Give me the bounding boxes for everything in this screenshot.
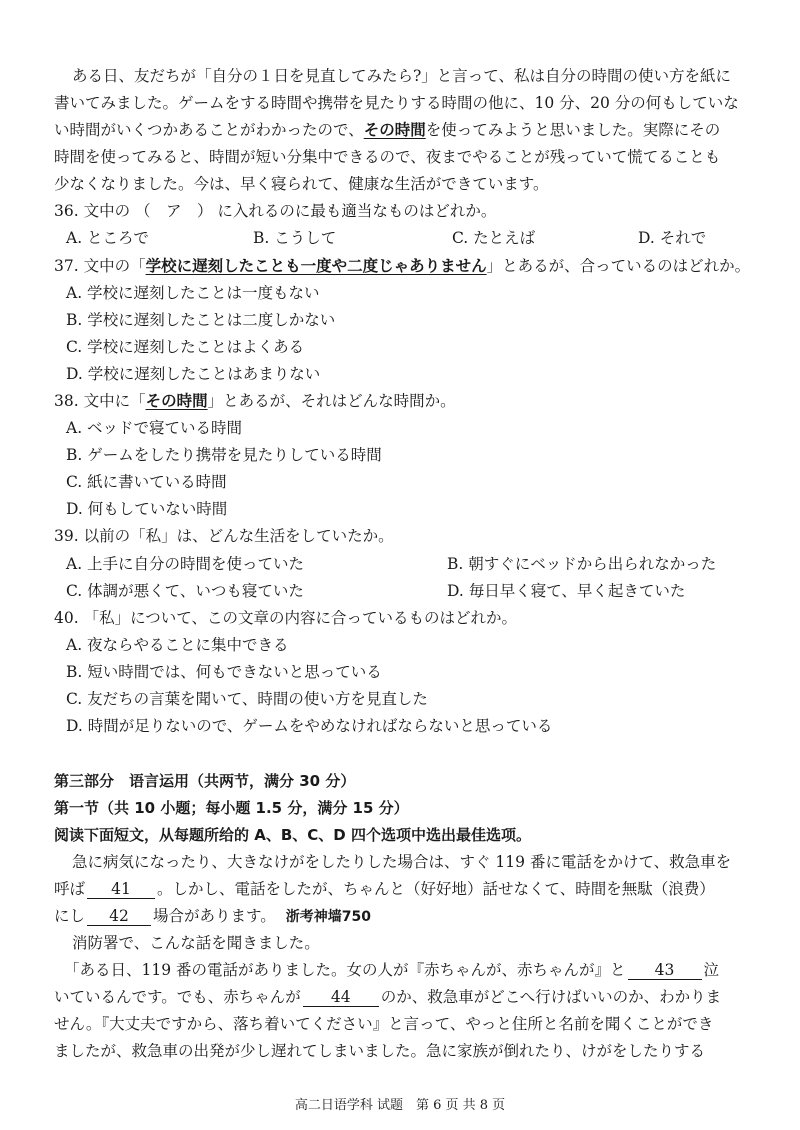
q37-option-d: D. 学校に遅刻したことはあまりない <box>66 365 321 383</box>
q39-option-a: A. 上手に自分の時間を使っていた <box>66 555 305 573</box>
cloze-p3-line1-start: 「ある日、119 番の電話がありました。女の人が『赤ちゃんが、赤ちゃんが』と <box>64 961 626 979</box>
cloze-p3-line1 <box>64 960 719 980</box>
q40-option-b: B. 短い時間では、何もできないと思っている <box>66 663 382 681</box>
passage-line-3-rest: を使ってみようと思いました。実際にその <box>425 121 721 139</box>
section3-subtitle: 第一节（共 10 小题；每小题 1.5 分，满分 15 分） <box>54 799 409 817</box>
cloze-p1-line3-end: 場合があります。 <box>153 907 276 925</box>
cloze-blank-42: 42 <box>87 907 151 926</box>
cloze-p1-line3-start: にし <box>54 907 86 925</box>
q39-option-c: C. 体調が悪くて、いつも寝ていた <box>66 582 304 600</box>
cloze-p1-line3 <box>54 906 371 927</box>
q39-option-b: B. 朝すぐにベッドから出られなかった <box>447 555 717 573</box>
cloze-blank-41: 41 <box>87 880 155 899</box>
cloze-blank-43: 43 <box>628 961 702 980</box>
passage-line-3 <box>54 120 720 140</box>
cloze-p1-line2-start: 呼ば <box>54 880 86 898</box>
q38-option-b: B. ゲームをしたり携帯を見たりしている時間 <box>66 446 382 464</box>
cloze-p3-line3: せん。『大丈夫ですから、落ち着いてください』と言って、やっと住所と名前を聞くことができ <box>54 1015 714 1033</box>
q36-option-b: B. こうして <box>253 229 337 247</box>
passage-line-2: 書いてみました。ゲームをする時間や携帯を見たりする時間の他に、10 分、20 分の何もしていな <box>54 94 739 112</box>
q36-option-a: A. ところで <box>66 229 149 247</box>
q38-quote: その時間 <box>145 391 208 410</box>
q38-option-d: D. 何もしていない時間 <box>66 500 228 518</box>
q38-prefix: 38. 文中に「 <box>54 392 146 410</box>
passage-line-5: 少なくなりました。今は、早く寝られて、健康な生活ができています。 <box>54 175 549 193</box>
q36-option-c: C. たとえば <box>452 229 536 247</box>
q38-option-c: C. 紙に書いている時間 <box>66 473 227 491</box>
q39-stem: 39. 以前の「私」は、どんな生活をしていたか。 <box>54 527 394 545</box>
cloze-p1-line1: 急に病気になったり、大きなけがをしたりした場合は、すぐ 119 番に電話をかけて、救急車を <box>72 853 732 871</box>
passage-line-3-text: い時間がいくつかあることがわかったので、 <box>54 121 364 139</box>
q40-stem: 40. 「私」について、この文章の内容に合っているものはどれか。 <box>54 609 517 627</box>
q38-stem <box>54 391 456 411</box>
q38-option-a: A. ベッドで寝ている時間 <box>66 419 243 437</box>
cloze-p1-line2-end: 。しかし、電話をしたが、ちゃんと（好好地）話せなくて、時間を無駄（浪费） <box>157 880 715 898</box>
section3-instruction: 阅读下面短文，从每题所给的 A、B、C、D 四个选项中选出最佳选项。 <box>54 826 531 844</box>
q37-option-a: A. 学校に遅刻したことは一度もない <box>66 284 320 302</box>
q37-prefix: 37. 文中の「 <box>54 257 146 275</box>
q39-option-d: D. 毎日早く寝て、早く起きていた <box>447 582 686 600</box>
passage-line-1: ある日、友だちが「自分の１日を見直してみたら?」と言って、私は自分の時間の使い方を紙に <box>72 67 732 85</box>
q37-option-b: B. 学校に遅刻したことは二度しかない <box>66 311 336 329</box>
q37-quote: 学校に遅刻したことも一度や二度じゃありません <box>145 256 487 275</box>
cloze-p3-line4: ましたが、救急車の出発が少し遅れてしまいました。急に家族が倒れたり、けがをしたりする <box>54 1042 706 1060</box>
q38-suffix: 」とあるが、それはどんな時間か。 <box>207 392 456 410</box>
cloze-blank-44: 44 <box>303 988 379 1007</box>
q37-suffix: 」とあるが、合っているのはどれか。 <box>486 257 751 275</box>
cloze-p3-line2 <box>54 987 721 1007</box>
cloze-p2: 消防署で、こんな話を聞きました。 <box>72 934 320 952</box>
q37-stem <box>54 256 750 276</box>
passage-highlight: その時間 <box>363 120 426 139</box>
cloze-p3-line1-end: 泣 <box>703 961 720 979</box>
cloze-p3-line2-start: いているんです。でも、赤ちゃんが <box>54 988 301 1006</box>
q40-option-c: C. 友だちの言葉を聞いて、時間の使い方を見直した <box>66 690 428 708</box>
q36-option-d: D. それで <box>638 229 707 247</box>
watermark-text: 浙考神墙750 <box>285 909 372 925</box>
q37-option-c: C. 学校に遅刻したことはよくある <box>66 338 305 356</box>
q40-option-a: A. 夜ならやることに集中できる <box>66 636 289 654</box>
section3-title: 第三部分 语言运用（共两节，满分 30 分） <box>54 772 356 790</box>
q36-stem: 36. 文中の （ ア ） に入れるのに最も適当なものはどれか。 <box>54 202 497 220</box>
passage-line-4: 時間を使ってみると、時間が短い分集中できるので、夜までやることが残っていて慌てることも <box>54 148 721 166</box>
cloze-p3-line2-end: のか、救急車がどこへ行けばいいのか、わかりま <box>380 988 722 1006</box>
page-footer: 高二日语学科 试题 第 6 页 共 8 页 <box>294 1098 506 1113</box>
cloze-p1-line2 <box>54 879 715 899</box>
q40-option-d: D. 時間が足りないので、ゲームをやめなければならないと思っている <box>66 717 553 735</box>
